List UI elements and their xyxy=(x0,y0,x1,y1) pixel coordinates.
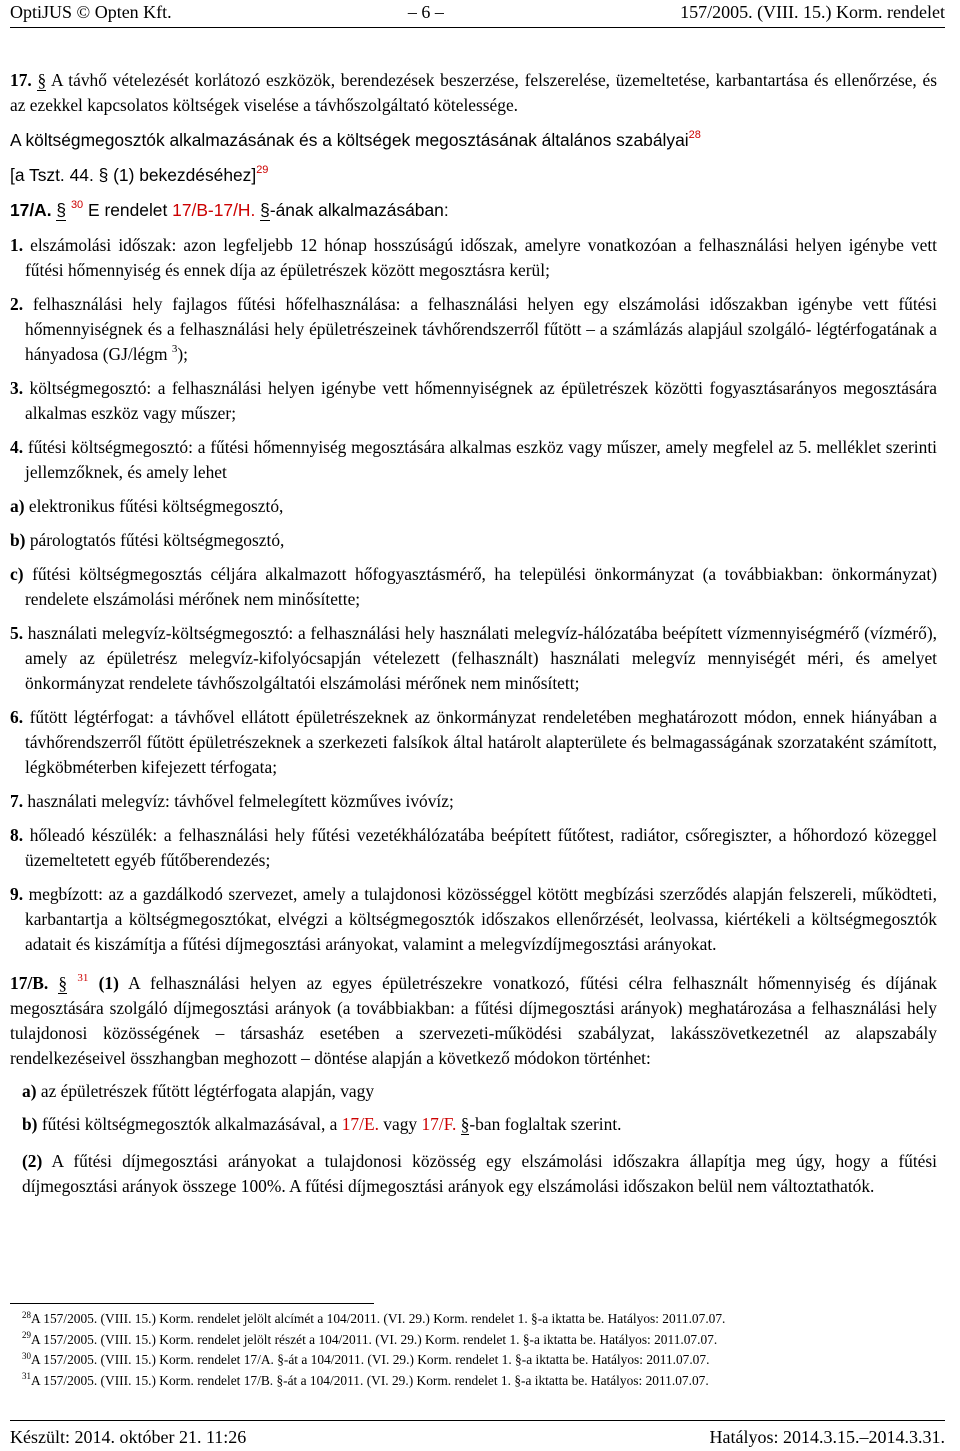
section-17-text: A távhő vételezését korlátozó eszközök, berendezések beszerzése, felszerelése, üzemeltetése, karbantartása és ellenőrzése, és az ezekkel kapcsolatos költségek viselése a távhőszolgáltató kötelessége. xyxy=(10,70,937,115)
footer-effective: Hatályos: 2014.3.15.–2014.3.31. xyxy=(709,1427,945,1447)
option-letter: b) xyxy=(22,1114,38,1134)
section-17-number: 17. xyxy=(10,70,32,90)
definition-text: megbízott: az a gazdálkodó szervezet, amely a tulajdonosi közösséggel kötött megbízási szerződés alapján felszereli, működteti, karbantartja a költségmegosztókat, elvégzi a költségmegosztók időszakos ellenőrzését, leolvassa, kiértékeli a költségmegosztók adatait és kiszámítja a fűtési díjmegosztási arányokat, valamint a melegvízdíjmegosztási arányokat. xyxy=(25,884,937,954)
section-17a-heading xyxy=(10,198,937,223)
definition-number: 2. xyxy=(10,294,24,314)
section-sign[interactable]: § xyxy=(460,1114,470,1134)
footnote-item xyxy=(22,1330,940,1351)
definition-text: elszámolási időszak: azon legfeljebb 12 hónap hosszúságú időszak, amelyre vonatkozóan a felhasználási helyen igénybe vett fűtési hőmennyiség és ennek díja az épületrészek között megosztásra kerül; xyxy=(25,235,937,280)
section-sign[interactable]: § xyxy=(56,200,67,220)
section-17b xyxy=(10,971,937,1071)
footnote-text: A 157/2005. (VIII. 15.) Korm. rendelet 17/B. §-át a 104/2011. (VI. 29.) Korm. rendelet 1. §-a iktatta be. Hatályos: 2011.07.07. xyxy=(31,1372,709,1388)
paragraph-number: (2) xyxy=(22,1151,43,1171)
definition-item xyxy=(10,435,937,485)
definition-text: hőleadó készülék: a felhasználási hely fűtési vezetékhálózatába beépített fűtőtest, radiátor, csőregiszter, a hőhordozó közeggel üzemeltetett egyéb fűtőberendezés; xyxy=(25,825,937,870)
section-sign[interactable]: § xyxy=(58,973,68,993)
footnote-item xyxy=(22,1309,940,1330)
definition-tail: ); xyxy=(177,344,188,364)
footnote-ref-28[interactable]: 28 xyxy=(688,129,701,142)
header-publisher: OptiJUS © Opten Kft. xyxy=(10,2,172,22)
definition-item xyxy=(10,621,937,696)
definition-text: használati melegvíz: távhővel felmelegített közműves ivóvíz; xyxy=(27,791,454,811)
definition-number: 7. xyxy=(10,791,24,811)
definition-number: 5. xyxy=(10,623,24,643)
sub-item xyxy=(10,562,937,612)
section-sign[interactable]: § xyxy=(37,70,47,90)
definition-number: 1. xyxy=(10,235,24,255)
sub-item-letter: c) xyxy=(10,564,24,584)
footnote-item xyxy=(22,1350,940,1371)
definition-item xyxy=(10,376,937,426)
option-text: -ban foglaltak szerint. xyxy=(469,1114,622,1134)
footnote-item xyxy=(22,1371,940,1392)
footnote-ref-30[interactable]: 30 xyxy=(70,199,84,212)
subtitle xyxy=(10,128,937,153)
definition-text: fűtési költségmegosztó: a fűtési hőmennyiség megosztására alkalmas eszköz vagy műszer, amely megfelel az 5. melléklet szerinti jellemzőknek, és amely lehet xyxy=(25,437,937,482)
definitions-list xyxy=(10,233,937,957)
option-letter: a) xyxy=(22,1081,37,1101)
option-b xyxy=(22,1112,937,1137)
definition-number: 4. xyxy=(10,437,24,457)
header-decree-title: 157/2005. (VIII. 15.) Korm. rendelet xyxy=(680,2,945,22)
definition-number: 6. xyxy=(10,707,24,727)
definition-text: fűtött légtérfogat: a távhővel ellátott épületrészeknek az önkormányzat rendeletében meghatározott módon, ennek hiányában a távhőrendszerről fűtött épületrészeknek a szerkezeti falsíkok által határolt alapterülete és belmagasságának szorzataként számított, légköbméterben kifejezett térfogata; xyxy=(25,707,937,777)
definition-item xyxy=(10,705,937,780)
option-a xyxy=(22,1079,937,1104)
paragraph-number: (1) xyxy=(98,973,119,993)
section-link-17b-17h[interactable]: 17/B-17/H. xyxy=(172,200,256,220)
sub-item-text: elektronikus fűtési költségmegosztó, xyxy=(28,496,284,516)
subtitle-reference xyxy=(10,163,937,188)
definition-item xyxy=(10,292,937,367)
definition-text: használati melegvíz-költségmegosztó: a felhasználási hely használati melegvíz-hálózatába beépített vízmennyiségmérő (vízmérő), amely az épületrész melegvíz-kifolyócsapján vételezett (felhasznált) használati melegvíz mennyiségét méri, és amelyet önkormányzat rendelete távhőszolgáltatói elszámolási mérőnek nem minősített; xyxy=(25,623,937,693)
definition-item xyxy=(10,233,937,283)
definition-text: költségmegosztó: a felhasználási helyen igénybe vett hőmennyiségnek az épületrészek közötti fogyasztásarányos megosztására alkalmas eszköz vagy műszer; xyxy=(25,378,937,423)
footnote-text: A 157/2005. (VIII. 15.) Korm. rendelet jelölt részét a 104/2011. (VI. 29.) Korm. rendelet 1. §-a iktatta be. Hatályos: 2011.07.07. xyxy=(31,1331,718,1347)
sub-item-text: párologtatós fűtési költségmegosztó, xyxy=(29,530,285,550)
definition-number: 3. xyxy=(10,378,24,398)
footer-divider xyxy=(10,1420,945,1421)
paragraph-2-text: A fűtési díjmegosztási arányokat a tulajdonosi közösség egy elszámolási időszakra állapítja meg úgy, hogy a fűtési díjmegosztási arányok összege 100%. A fűtési díjmegosztási arányok egy elszámolási időszakon belül nem változtathatók. xyxy=(22,1151,938,1196)
sub-item xyxy=(10,528,937,553)
section-17a-post: -ának alkalmazásában: xyxy=(269,200,449,220)
sub-item-letter: b) xyxy=(10,530,26,550)
paragraph-2 xyxy=(22,1149,937,1199)
page-header xyxy=(10,0,945,24)
page-footer xyxy=(10,1424,945,1450)
footnotes xyxy=(22,1309,940,1391)
header-page-number: – 6 – xyxy=(407,2,444,22)
subtitle-reference-text: [a Tszt. 44. § (1) bekezdéséhez] xyxy=(10,165,257,185)
option-text: fűtési költségmegosztók alkalmazásával, a xyxy=(41,1114,338,1134)
option-text: vagy xyxy=(383,1114,418,1134)
definition-number: 8. xyxy=(10,825,24,845)
footnote-ref-31[interactable]: 31 xyxy=(77,972,89,985)
section-17 xyxy=(10,68,937,118)
definition-text: felhasználási hely fajlagos fűtési hőfelhasználása: a felhasználási helyen egy elszámolási időszakban igénybe vett fűtési hőmennyiségnek és a felhasználási hely épületrészeinek távhőrendszerről fűtött – a számlázás alapjául szolgáló- légtérfogatának a hányadosa (GJ/légm xyxy=(25,294,937,364)
section-link-17f[interactable]: 17/F. xyxy=(421,1114,457,1134)
footnote-text: A 157/2005. (VIII. 15.) Korm. rendelet 17/A. §-át a 104/2011. (VI. 29.) Korm. rendelet 1. §-a iktatta be. Hatályos: 2011.07.07. xyxy=(31,1352,710,1367)
footnote-number: 31 xyxy=(22,1371,31,1382)
definition-item xyxy=(10,789,937,814)
paragraph-1-text: A felhasználási helyen az egyes épületrészekre vonatkozó, fűtési célra felhasznált hőmennyiség és díjának megosztására szolgáló díjmegosztási arányok (a továbbiakban: a fűtési díjmegosztási arányok) meghatározása a felhasználási hely tulajdonosi közösségének – társasház esetében a szervezeti-működési szabályzat, lakásszövetkezetnél az alapszabály rendelkezéseivel összhangban meghozott – döntése alapján a következő módokon történhet: xyxy=(10,973,937,1068)
footer-created: Készült: 2014. október 21. 11:26 xyxy=(10,1427,247,1447)
footnote-number: 30 xyxy=(22,1350,31,1361)
footnote-divider xyxy=(10,1303,374,1304)
section-sign[interactable]: § xyxy=(260,200,270,220)
subtitle-text: A költségmegosztók alkalmazásának és a költségek megosztásának általános szabályai xyxy=(10,130,689,150)
footnote-number: 28 xyxy=(22,1309,31,1320)
section-link-17e[interactable]: 17/E. xyxy=(341,1114,379,1134)
footnote-number: 29 xyxy=(22,1330,31,1341)
option-text: az épületrészek fűtött légtérfogata alapján, vagy xyxy=(40,1081,375,1101)
footnote-ref-29[interactable]: 29 xyxy=(256,164,269,177)
sub-item-text: fűtési költségmegosztás céljára alkalmazott hőfogyasztásmérő, ha települési önkormányzat (a továbbiakban: önkormányzat) rendelete elszámolási mérőnek nem minősítette; xyxy=(25,564,937,609)
sub-item xyxy=(10,494,937,519)
section-17b-number: 17/B. xyxy=(10,973,49,993)
definition-item xyxy=(10,823,937,873)
definition-item xyxy=(10,882,937,957)
footnote-text: A 157/2005. (VIII. 15.) Korm. rendelet jelölt alcímét a 104/2011. (VI. 29.) Korm. rendelet 1. §-a iktatta be. Hatályos: 2011.07.07. xyxy=(31,1311,726,1326)
sub-item-letter: a) xyxy=(10,496,25,516)
definition-number: 9. xyxy=(10,884,24,904)
section-17a-pre: E rendelet xyxy=(88,200,168,220)
document-body xyxy=(10,68,937,1199)
superscript-3: 3 xyxy=(171,343,178,356)
section-17a-number: 17/A. xyxy=(10,200,52,220)
header-divider xyxy=(10,27,945,28)
